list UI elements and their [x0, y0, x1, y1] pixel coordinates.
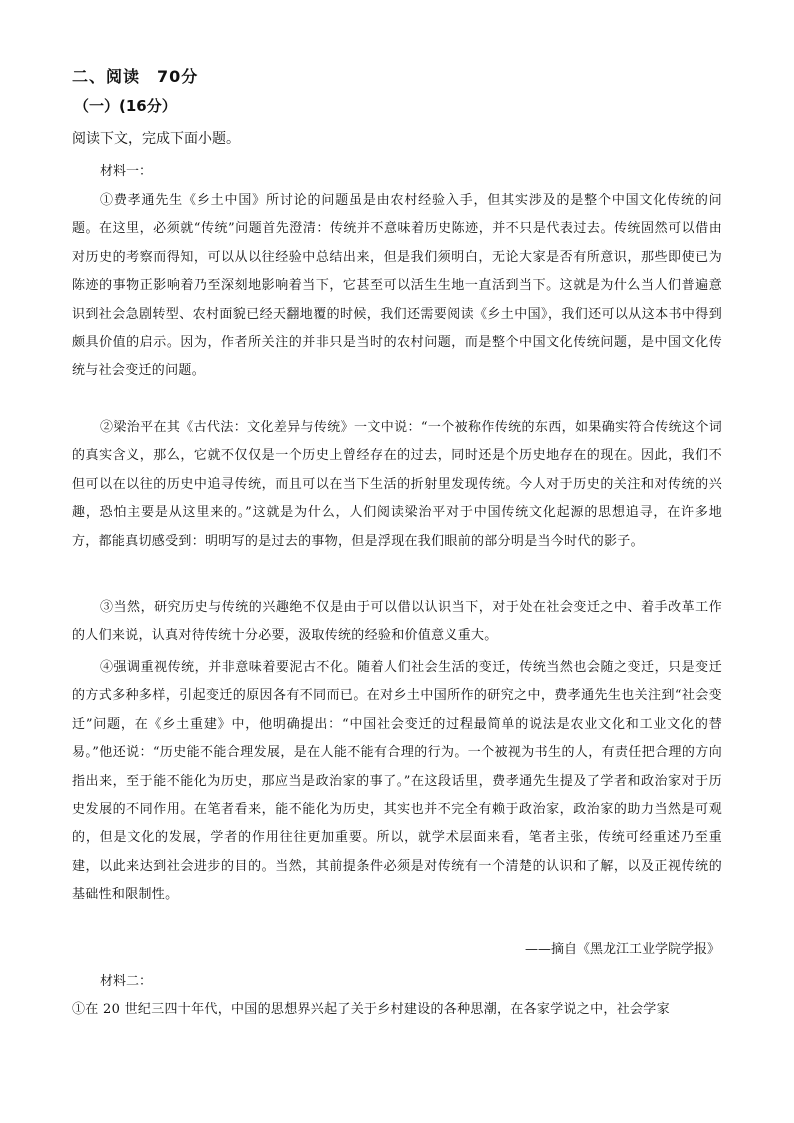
material-one-paragraph-3: ③当然，研究历史与传统的兴趣绝不仅是由于可以借以认识当下，对于处在社会变迁之中、着手改革工作的人们来说，认真对待传统十分必要，汲取传统的经验和价值意义重大。: [72, 600, 722, 644]
subsection-title: （一）(16分）: [74, 97, 177, 115]
material-one-label: 材料一：: [100, 164, 153, 179]
material-two-paragraph-1: ①在 20 世纪三四十年代，中国的思想界兴起了关于乡村建设的各种思潮，在各家学说之中，社会学家: [72, 1002, 670, 1017]
material-one-paragraph-2: ②梁治平在其《古代法：文化差异与传统》一文中说：“一个被称作传统的东西，如果确实符合传统这个词的真实含义，那么，它就不仅仅是一个历史上曾经存在的过去，同时还是个历史地存在的现在。因此，我们不但可以在以往的历史中追寻传统，而且可以在当下生活的折射里发现传统。今人对于历史的关注和对传统的兴趣，恐怕主要是从这里来的。”这就是为什么，人们阅读梁治平对于中国传统文化起源的思想追寻，在许多地方，都能真切感受到：明明写的是过去的事物，但是浮现在我们眼前的部分明是当今时代的影子。: [72, 420, 722, 549]
section-title: 二、阅读 70分: [72, 67, 199, 86]
material-one-source: ——摘自《黑龙江工业学院学报》: [524, 942, 720, 957]
material-two-label: 材料二：: [100, 974, 153, 989]
material-one-paragraph-4: ④强调重视传统，并非意味着要泥古不化。随着人们社会生活的变迁，传统当然也会随之变迁，只是变迁的方式多种多样，引起变迁的原因各有不同而已。在对乡土中国所作的研究之中，费孝通先生也关注到“社会变迁”问题，在《乡土重建》中，他明确提出：“中国社会变迁的过程最简单的说法是农业文化和工业文化的替易。”他还说：“历史能不能合理发展，是在人能不能有合理的行为。一个被视为书生的人，有责任把合理的方向指出来，至于能不能化为历史，那应当是政治家的事了。”在这段话里，费孝通先生提及了学者和政治家对于历史发展的不同作用。在笔者看来，能不能化为历史，其实也并不完全有赖于政治家，政治家的助力当然是可观的，但是文化的发展，学者的作用往往更加重要。所以，就学术层面来看，笔者主张，传统可经重述乃至重建，以此来达到社会进步的目的。当然，其前提条件必须是对传统有一个清楚的认识和了解，以及正视传统的基础性和限制性。: [72, 660, 722, 903]
reading-instruction: 阅读下文，完成下面小题。: [72, 131, 240, 147]
material-one-paragraph-1: ①费孝通先生《乡土中国》所讨论的问题虽是由农村经验入手，但其实涉及的是整个中国文化传统的问题。在这里，必须就“传统”问题首先澄清：传统并不意味着历史陈迹，并不只是代表过去。传统固然可以借由对历史的考察而得知，可以从以往经验中总结出来，但是我们须明白，无论大家是否有所意识，那些即使已为陈迹的事物正影响着乃至深刻地影响着当下，它甚至可以活生生地一直活到当下。这就是为什么当人们普遍意识到社会急剧转型、农村面貌已经天翻地覆的时候，我们还需要阅读《乡土中国》，我们还可以从这本书中得到颇具价值的启示。因为，作者所关注的并非只是当时的农村问题，而是整个中国文化传统问题，是中国文化传统与社会变迁的问题。: [72, 193, 722, 379]
